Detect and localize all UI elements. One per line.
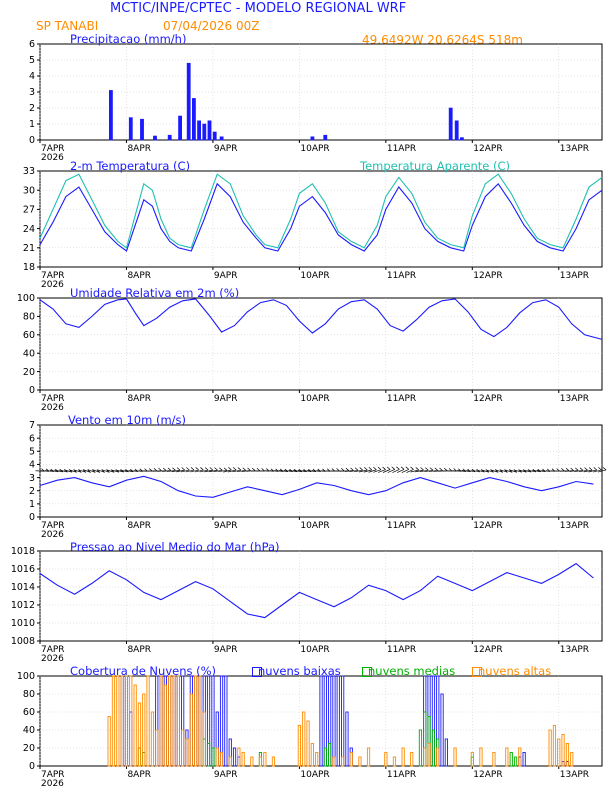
wind-barb-flag [435, 468, 438, 471]
legend-apparent-temp: Temperatura Aparente (C) [360, 159, 511, 173]
ytick-label: 40 [22, 725, 35, 737]
ytick-label: 7 [28, 420, 35, 432]
panel-title-clouds: Cobertura de Nuvens (%) [70, 664, 217, 678]
xtick-label: 9APR [213, 394, 238, 404]
xtick-label: 10APR [300, 271, 330, 281]
wind-barb-flag [425, 468, 428, 471]
bar [151, 712, 153, 766]
panel-1 [23, 166, 602, 290]
ytick-label: 4 [28, 71, 35, 83]
wind-barb-flag [163, 468, 166, 471]
plot-frame [40, 676, 602, 766]
wind-barb-flag [444, 468, 447, 471]
run-datetime: 07/04/2026 00Z [163, 19, 260, 33]
bar [324, 135, 327, 140]
wind-barb-flag [392, 467, 395, 470]
ytick-label: 1018 [10, 546, 35, 558]
panel-title-rh: Umidade Relativa em 2m (%) [70, 286, 240, 300]
bar [311, 137, 314, 140]
bar [186, 739, 188, 766]
bar [367, 748, 369, 766]
series-line [40, 564, 593, 618]
panel-0 [29, 39, 602, 163]
bar [213, 132, 216, 140]
bar [220, 137, 223, 140]
bar [506, 748, 508, 766]
wind-barb-flag [200, 467, 203, 470]
ytick-label: 100 [16, 293, 35, 305]
bar [445, 739, 447, 766]
xtick-label: 9APR [213, 271, 238, 281]
xtick-label: 12APR [473, 770, 503, 780]
ytick-label: 2 [28, 103, 35, 115]
wind-barb-flag [252, 468, 255, 471]
wind-barb-flag [589, 467, 592, 470]
bar [199, 676, 201, 766]
wind-barb-flag [449, 468, 452, 471]
xtick-label: 7APR [41, 521, 65, 531]
xtick-label: 9APR [213, 770, 238, 780]
xtick-label: 12APR [473, 521, 503, 531]
bar [153, 136, 156, 140]
wind-barb-flag [243, 468, 246, 471]
plot-frame [40, 171, 602, 267]
bar [333, 676, 335, 766]
bar [117, 676, 119, 766]
bar [329, 744, 331, 767]
xaxis-year: 2026 [41, 654, 64, 664]
bar [350, 753, 352, 767]
bar [419, 730, 421, 766]
ytick-label: 27 [22, 204, 35, 216]
xtick-label: 11APR [386, 770, 417, 780]
bar [514, 757, 516, 766]
series-line [40, 184, 602, 251]
wind-barb-flag [191, 467, 194, 470]
wind-barb-flag [233, 467, 236, 470]
xtick-label: 8APR [127, 521, 152, 531]
wind-barb-flag [575, 468, 578, 471]
xtick-label: 11APR [386, 271, 417, 281]
wind-barb-flag [387, 467, 390, 470]
bar [143, 694, 145, 766]
wind-barb-flag [598, 467, 601, 470]
ytick-label: 20 [22, 366, 35, 378]
wind-barb-flag [196, 467, 199, 470]
wind-barb-flag [406, 467, 409, 470]
ytick-label: 6 [28, 433, 35, 445]
legend-swatch-mid [362, 667, 372, 677]
wind-barb-flag [410, 467, 413, 470]
bar [303, 712, 305, 766]
wind-barb-flag [360, 468, 363, 471]
bar [190, 694, 192, 766]
bar [109, 90, 112, 140]
panel-4 [11, 546, 602, 664]
bar [168, 135, 171, 140]
series-line [40, 174, 602, 248]
xtick-label: 12APR [473, 645, 503, 655]
ytick-label: 5 [28, 55, 35, 67]
wind-barb-flag [378, 467, 381, 470]
bar [259, 757, 261, 766]
bar [455, 121, 458, 140]
xtick-label: 10APR [300, 770, 330, 780]
bar [393, 757, 395, 766]
bar [320, 676, 322, 766]
xtick-label: 12APR [473, 271, 503, 281]
xaxis-year: 2026 [41, 153, 64, 163]
wind-barb-flag [401, 467, 404, 470]
ytick-label: 0 [28, 135, 35, 147]
wind-barb-flag [561, 468, 564, 471]
bar [130, 676, 132, 766]
ytick-label: 1 [28, 119, 35, 131]
bar [264, 753, 266, 767]
bar [251, 757, 253, 766]
panel-title-precip: Precipitacao (mm/h) [70, 32, 187, 46]
bar [272, 757, 274, 766]
wind-barb-flag [247, 468, 250, 471]
bar [187, 63, 190, 140]
xtick-label: 8APR [127, 271, 152, 281]
ytick-label: 0 [28, 761, 35, 773]
ytick-label: 33 [22, 166, 35, 178]
bar [480, 748, 482, 766]
xtick-label: 10APR [300, 144, 330, 154]
bar [316, 753, 318, 767]
bar [225, 676, 227, 766]
ytick-label: 80 [22, 311, 35, 323]
wind-barb-flag [585, 468, 588, 471]
bar [553, 726, 555, 767]
wind-barb-flag [215, 468, 218, 471]
bar [311, 744, 313, 767]
bar [192, 98, 195, 140]
bar [566, 744, 568, 767]
ytick-label: 1014 [10, 582, 35, 594]
ytick-label: 30 [22, 185, 35, 197]
wind-barb-flag [364, 467, 367, 470]
xtick-label: 12APR [473, 394, 503, 404]
bar [523, 753, 525, 767]
bar [493, 753, 495, 767]
ytick-label: 6 [28, 39, 35, 51]
wind-barb-flag [369, 467, 372, 470]
wind-barb-flag [594, 467, 597, 470]
bar [216, 748, 218, 766]
wind-barb-flag [416, 467, 419, 470]
bar [208, 121, 211, 140]
wind-barb-flag [566, 468, 569, 471]
xaxis-year: 2026 [41, 280, 64, 290]
legend-low-clouds: nuvens baixas [258, 664, 341, 678]
ytick-label: 100 [16, 671, 35, 683]
xaxis-year: 2026 [41, 403, 64, 413]
panel-3 [29, 420, 606, 540]
bar [324, 748, 326, 766]
wind-barb-flag [383, 467, 386, 470]
bar [437, 748, 439, 766]
wind-barb-flag [257, 468, 260, 471]
xtick-label: 10APR [300, 645, 330, 655]
xtick-label: 9APR [213, 144, 238, 154]
ytick-label: 1008 [10, 636, 35, 648]
xtick-label: 13APR [559, 271, 590, 281]
ytick-label: 3 [28, 472, 35, 484]
bar [229, 757, 231, 766]
xtick-label: 12APR [473, 144, 503, 154]
xtick-label: 8APR [127, 144, 152, 154]
plot-frame [40, 298, 602, 390]
ytick-label: 40 [22, 348, 35, 360]
bar [558, 739, 560, 766]
wind-barb-flag [351, 468, 354, 471]
panel-title-temp: 2-m Temperatura (C) [70, 159, 191, 173]
wind-barb-flag [224, 468, 227, 471]
xtick-label: 11APR [386, 394, 417, 404]
wind-barb-flag [341, 468, 344, 471]
wind-barb-flag [346, 468, 349, 471]
xtick-label: 8APR [127, 770, 152, 780]
bar [138, 703, 140, 766]
bar [342, 676, 344, 766]
xtick-label: 8APR [127, 394, 152, 404]
panel-title-pressure: Pressao ao Nivel Medio do Mar (hPa) [70, 540, 280, 554]
wind-barb-flag [421, 468, 424, 471]
xtick-label: 7APR [41, 770, 65, 780]
bar [460, 138, 463, 140]
bar [121, 676, 123, 766]
bar [207, 744, 209, 767]
bar [220, 753, 222, 767]
bar [449, 108, 452, 140]
bar [359, 757, 361, 766]
bar [169, 676, 171, 766]
wind-barb-flag [430, 468, 433, 471]
xtick-label: 13APR [559, 770, 590, 780]
xtick-label: 9APR [213, 521, 238, 531]
wind-barb-flag [219, 468, 222, 471]
station-name: SP TANABI [36, 19, 99, 33]
ytick-label: 1 [28, 499, 35, 511]
bar [173, 676, 175, 766]
ytick-label: 1012 [10, 600, 35, 612]
wind-barb-flag [440, 468, 443, 471]
panel-title-wind: Vento em 10m (m/s) [68, 413, 187, 427]
xtick-label: 7APR [41, 394, 65, 404]
bar [337, 676, 339, 766]
legend-high-clouds: nuvens altas [478, 664, 552, 678]
bar [160, 676, 162, 766]
xtick-label: 7APR [41, 271, 65, 281]
wind-barb-flag [168, 468, 171, 471]
plot-frame [40, 551, 602, 641]
xtick-label: 8APR [127, 645, 152, 655]
bar [307, 721, 309, 766]
bar [571, 753, 573, 767]
legend-swatch-high [472, 667, 482, 677]
xtick-label: 11APR [386, 144, 417, 154]
xtick-label: 10APR [300, 521, 330, 531]
xtick-label: 13APR [559, 645, 590, 655]
bar [346, 712, 348, 766]
bar [164, 685, 166, 766]
bar [424, 748, 426, 766]
bar [233, 748, 235, 766]
xaxis-year: 2026 [41, 779, 64, 789]
bar [454, 748, 456, 766]
bar [510, 753, 512, 767]
xtick-label: 11APR [386, 521, 417, 531]
wind-barb-flag [228, 467, 231, 470]
wind-barb-flag [159, 468, 162, 471]
wind-barb-flag [186, 467, 189, 470]
bar [342, 757, 344, 766]
ytick-label: 20 [22, 743, 35, 755]
xaxis-year: 2026 [41, 530, 64, 540]
bar [242, 753, 244, 767]
ytick-label: 1016 [10, 564, 35, 576]
xtick-label: 13APR [559, 394, 590, 404]
ytick-label: 3 [28, 87, 35, 99]
xtick-label: 13APR [559, 521, 590, 531]
bar [402, 748, 404, 766]
xtick-label: 11APR [386, 645, 417, 655]
xtick-label: 9APR [213, 645, 238, 655]
model-title: MCTIC/INPE/CPTEC - MODELO REGIONAL WRF [110, 1, 407, 16]
bar [156, 730, 158, 766]
panel-2 [17, 293, 602, 413]
bar [195, 676, 197, 766]
panel-5 [17, 671, 602, 789]
xtick-label: 13APR [559, 144, 590, 154]
wind-barb-flag [603, 467, 606, 470]
bar [333, 757, 335, 766]
wind-barb-flag [396, 467, 399, 470]
ytick-label: 4 [28, 459, 35, 471]
ytick-label: 1010 [10, 618, 35, 630]
series-line [40, 299, 602, 340]
wind-barb-flag [571, 468, 574, 471]
bar [411, 753, 413, 767]
wind-barb-flag [337, 468, 340, 471]
series-line [40, 476, 593, 497]
xtick-label: 7APR [41, 645, 65, 655]
ytick-label: 18 [22, 262, 35, 274]
ytick-label: 24 [22, 223, 35, 235]
bar [179, 116, 182, 140]
wind-barb-flag [238, 468, 241, 471]
wind-barb-flag [210, 468, 213, 471]
wind-barb-flag [177, 468, 180, 471]
bar [108, 717, 110, 767]
bar [198, 121, 201, 140]
ytick-label: 60 [22, 707, 35, 719]
bar [134, 685, 136, 766]
bar [428, 744, 430, 767]
wind-barb-flag [172, 468, 175, 471]
bar [203, 124, 206, 140]
legend-mid-clouds: nuvens medias [368, 664, 456, 678]
ytick-label: 5 [28, 446, 35, 458]
xtick-label: 10APR [300, 394, 330, 404]
wind-barb-flag [373, 467, 376, 470]
wind-barb-flag [154, 468, 157, 471]
ytick-label: 2 [28, 485, 35, 497]
bar [129, 118, 132, 140]
wind-barb-flag [205, 467, 208, 470]
ytick-label: 80 [22, 689, 35, 701]
legend-swatch-low [252, 667, 262, 677]
bar [112, 676, 114, 766]
ytick-label: 60 [22, 330, 35, 341]
wind-barb-flag [580, 468, 583, 471]
bar [177, 676, 179, 766]
ytick-label: 0 [28, 385, 35, 397]
xtick-label: 7APR [41, 144, 65, 154]
bar [140, 119, 143, 140]
wind-barb-flag [355, 468, 358, 471]
ytick-label: 21 [22, 243, 35, 254]
coordinates: 49.6492W 20.6264S 518m [362, 33, 523, 47]
ytick-label: 0 [28, 512, 35, 524]
bar [182, 730, 184, 766]
wind-barb-flag [182, 468, 185, 471]
bar [147, 676, 149, 766]
